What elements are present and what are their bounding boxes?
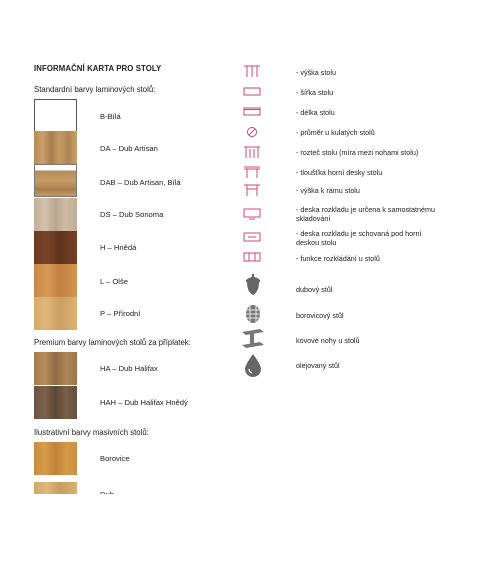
alder-swatch	[34, 264, 77, 297]
color-label: B-Bílá	[100, 112, 121, 121]
color-label: DAB – Dub Artisan, Bílá	[100, 178, 181, 187]
legend-hidden-leaf: - deska rozkladu je schovaná pod horní deskou stolu	[296, 229, 422, 247]
color-label: P – Přírodní	[100, 309, 141, 318]
legend-leg-spacing: - rozteč stolu (míra mezi nohami stolu)	[296, 148, 419, 157]
section-heading-standard: Standardní barvy laminových stolů:	[34, 85, 156, 94]
page-title: INFORMAČNÍ KARTA PRO STOLY	[34, 64, 162, 73]
legend-top-thickness: - tloušťka horní desky stolu	[296, 168, 383, 177]
leg-spacing-icon	[242, 144, 264, 160]
pine-cone-icon	[240, 300, 266, 326]
color-label: H – Hnědá	[100, 243, 137, 252]
legend-separate-leaf: - deska rozkladu je určena k samostatnému skladování	[296, 205, 436, 223]
legend-oak-table: dubový stůl	[296, 285, 333, 294]
acorn-icon	[240, 271, 266, 297]
extension-function-icon	[242, 250, 264, 266]
legend-diameter: - průměr u kulatých stolů	[296, 128, 375, 137]
white-swatch	[34, 99, 77, 132]
oak-sonoma-swatch	[34, 198, 77, 231]
legend-pine-table: borovicový stůl	[296, 311, 344, 320]
section-heading-solid: Ilustrativní barvy masivních stolů:	[34, 428, 149, 437]
color-label: HAH – Dub Halifax Hnědý	[100, 398, 188, 407]
color-label: HA – Dub Halifax	[100, 364, 158, 373]
hidden-leaf-icon	[242, 230, 264, 246]
steel-beam-icon	[240, 326, 266, 352]
oak-artisan-white-swatch	[34, 164, 77, 197]
pine-swatch	[34, 442, 77, 475]
separate-leaf-icon	[242, 206, 264, 222]
oak-artisan-swatch	[34, 131, 77, 164]
oak-halifax-swatch	[34, 352, 77, 385]
legend-metal-legs: kovové nohy u stolů	[296, 336, 360, 345]
top-thickness-icon	[242, 164, 264, 180]
legend-table-length: - délka stolu	[296, 108, 335, 117]
color-label: DS – Dub Sonoma	[100, 210, 164, 219]
oak-halifax-brown-swatch	[34, 386, 77, 419]
natural-swatch	[34, 297, 77, 330]
color-label: Borovice	[100, 454, 130, 463]
brown-swatch	[34, 231, 77, 264]
color-label: L – Olše	[100, 277, 128, 286]
color-label: DA – Dub Artisan	[100, 144, 158, 153]
legend-table-height: - výška stolu	[296, 68, 336, 77]
page-bottom-blank	[0, 494, 480, 584]
section-heading-premium: Premium barvy laminových stolů za příplatek:	[34, 338, 191, 347]
legend-frame-height: - výška k rámu stolu	[296, 186, 360, 195]
diameter-icon	[242, 124, 264, 140]
legend-extension-function: - funkce rozkládání u stolů	[296, 254, 380, 263]
oil-drop-icon	[240, 352, 266, 378]
frame-height-icon	[242, 182, 264, 198]
legend-oiled-table: olejovaný stůl	[296, 361, 340, 370]
table-length-icon	[242, 104, 264, 120]
table-height-icon	[242, 64, 264, 80]
legend-table-width: - šířka stolu	[296, 88, 334, 97]
table-width-icon	[242, 84, 264, 100]
